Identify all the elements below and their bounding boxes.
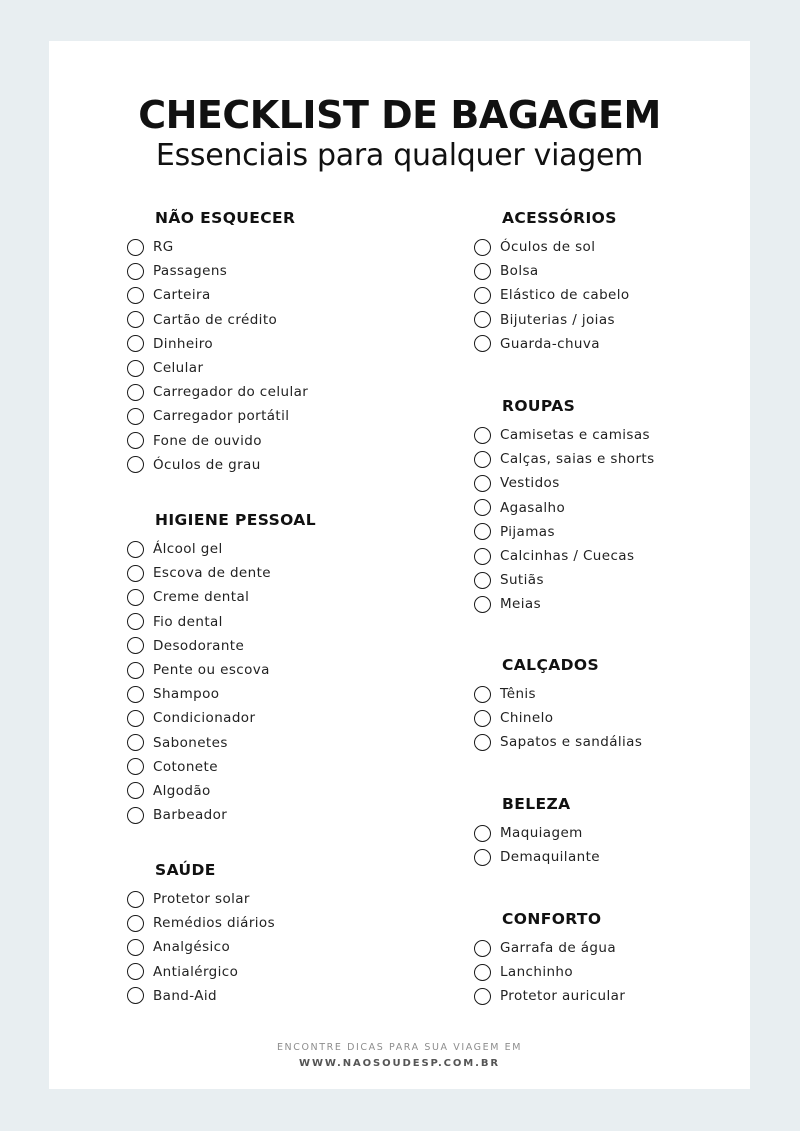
checklist-item-label: Fio dental <box>153 613 223 630</box>
checkbox-circle[interactable] <box>474 988 491 1005</box>
checklist-item[interactable] <box>474 308 734 332</box>
checklist-item[interactable] <box>474 936 734 960</box>
checklist-item-label: Calças, saias e shorts <box>500 451 655 468</box>
checklist-item[interactable] <box>127 984 387 1008</box>
checkbox-circle[interactable] <box>474 263 491 280</box>
checklist-item[interactable] <box>127 610 387 634</box>
checklist-item[interactable] <box>474 592 734 616</box>
checklist-item-label: Algodão <box>153 782 211 799</box>
checklist-item[interactable] <box>474 682 734 706</box>
checklist-item[interactable] <box>474 845 734 869</box>
checklist-item-label: Cartão de crédito <box>153 311 278 328</box>
checkbox-circle[interactable] <box>127 239 144 256</box>
checklist-item[interactable] <box>127 561 387 585</box>
checkbox-circle[interactable] <box>474 964 491 981</box>
footer-website: WWW.NAOSOUDESP.COM.BR <box>299 1058 500 1069</box>
checklist-item[interactable] <box>127 429 387 453</box>
checklist-item-label: Tênis <box>500 686 536 703</box>
checklist-item-label: Condicionador <box>153 710 256 727</box>
checklist-item[interactable] <box>474 259 734 283</box>
checklist-items <box>474 936 734 1009</box>
footer-tagline: ENCONTRE DICAS PARA SUA VIAGEM EM <box>276 1042 523 1053</box>
checkbox-circle[interactable] <box>127 263 144 280</box>
section-title: NÃO ESQUECER <box>155 209 296 227</box>
section-calcados <box>474 655 734 755</box>
checkbox-circle[interactable] <box>127 541 144 558</box>
checklist-item-label: Bolsa <box>500 263 539 280</box>
checklist-items <box>474 423 734 617</box>
checklist-item-label: Antialérgico <box>153 963 239 980</box>
checklist-item-label: Band-Aid <box>153 987 217 1004</box>
checklist-item[interactable] <box>127 404 387 428</box>
checklist-item[interactable] <box>127 682 387 706</box>
checklist-item-label: Chinelo <box>500 710 554 727</box>
checkbox-circle[interactable] <box>474 572 491 589</box>
checklist-item-label: Desodorante <box>153 637 245 654</box>
checklist-item-label: Carregador do celular <box>153 384 309 401</box>
checklist-item[interactable] <box>127 235 387 259</box>
checklist-item-label: Camisetas e camisas <box>500 427 650 444</box>
checklist-item-label: Sabonetes <box>153 734 228 751</box>
checklist-item-label: Cotonete <box>153 758 218 775</box>
checklist-item-label: Dinheiro <box>153 335 214 352</box>
checkbox-circle[interactable] <box>474 475 491 492</box>
checkbox-circle[interactable] <box>127 939 144 956</box>
checklist-item[interactable] <box>127 755 387 779</box>
checklist-item-label: Bijuterias / joias <box>500 311 615 328</box>
checkbox-circle[interactable] <box>127 686 144 703</box>
checkbox-circle[interactable] <box>127 758 144 775</box>
section-title: CALÇADOS <box>502 656 600 674</box>
checkbox-circle[interactable] <box>474 548 491 565</box>
checklist-item-label: Pijamas <box>500 523 555 540</box>
checkbox-circle[interactable] <box>474 287 491 304</box>
checkbox-circle[interactable] <box>474 427 491 444</box>
checklist-item-label: Carregador portátil <box>153 408 290 425</box>
checklist-item[interactable] <box>127 803 387 827</box>
checkbox-circle[interactable] <box>127 335 144 352</box>
checklist-item[interactable] <box>474 730 734 754</box>
checkbox-circle[interactable] <box>474 849 491 866</box>
section-nao-esquecer <box>127 208 387 477</box>
checklist-item-label: Álcool gel <box>153 541 223 558</box>
checklist-items <box>127 537 387 827</box>
checkbox-circle[interactable] <box>127 360 144 377</box>
checklist-item[interactable] <box>127 585 387 609</box>
checklist-item[interactable] <box>474 544 734 568</box>
checklist-item[interactable] <box>127 380 387 404</box>
checklist-item-label: Fone de ouvido <box>153 432 262 449</box>
checklist-item-label: Demaquilante <box>500 849 600 866</box>
checklist-items <box>474 821 734 869</box>
checklist-item-label: RG <box>153 239 174 256</box>
checklist-item[interactable] <box>127 960 387 984</box>
checklist-item-label: Shampoo <box>153 686 220 703</box>
checklist-item[interactable] <box>474 706 734 730</box>
checklist-item-label: Remédios diários <box>153 915 276 932</box>
checklist-item-label: Óculos de sol <box>500 239 596 256</box>
checklist-item[interactable] <box>127 911 387 935</box>
checkbox-circle[interactable] <box>127 710 144 727</box>
checkbox-circle[interactable] <box>127 613 144 630</box>
checklist-items <box>127 887 387 1008</box>
checklist-item[interactable] <box>127 658 387 682</box>
checkbox-circle[interactable] <box>474 825 491 842</box>
checkbox-circle[interactable] <box>474 335 491 352</box>
checklist-item-label: Pente ou escova <box>153 662 270 679</box>
checkbox-circle[interactable] <box>127 311 144 328</box>
checklist-item[interactable] <box>127 706 387 730</box>
checkbox-circle[interactable] <box>127 963 144 980</box>
checklist-item-label: Celular <box>153 360 204 377</box>
checklist-item[interactable] <box>474 423 734 447</box>
checkbox-circle[interactable] <box>127 891 144 908</box>
checklist-item[interactable] <box>474 447 734 471</box>
checklist-items <box>474 682 734 755</box>
checkbox-circle[interactable] <box>127 915 144 932</box>
checkbox-circle[interactable] <box>474 451 491 468</box>
section-title: HIGIENE PESSOAL <box>155 511 316 529</box>
checklist-item[interactable] <box>474 821 734 845</box>
section-higiene-pessoal <box>127 510 387 827</box>
checkbox-circle[interactable] <box>127 456 144 473</box>
checklist-item[interactable] <box>127 308 387 332</box>
section-beleza <box>474 794 734 869</box>
checkbox-circle[interactable] <box>474 686 491 703</box>
checklist-item[interactable] <box>474 960 734 984</box>
checkbox-circle[interactable] <box>127 589 144 606</box>
checklist-item[interactable] <box>127 332 387 356</box>
checklist-item-label: Protetor auricular <box>500 988 626 1005</box>
checklist-item[interactable] <box>474 332 734 356</box>
checklist-item[interactable] <box>127 259 387 283</box>
checklist-item-label: Elástico de cabelo <box>500 287 630 304</box>
checklist-item-label: Barbeador <box>153 807 228 824</box>
checklist-item[interactable] <box>474 283 734 307</box>
checklist-item-label: Protetor solar <box>153 891 250 908</box>
checkbox-circle[interactable] <box>127 637 144 654</box>
checklist-item-label: Maquiagem <box>500 825 583 842</box>
checklist-item[interactable] <box>127 453 387 477</box>
page-subtitle: Essenciais para qualquer viagem <box>155 138 644 173</box>
checklist-item-label: Óculos de grau <box>153 456 261 473</box>
checkbox-circle[interactable] <box>474 499 491 516</box>
checklist-page <box>49 41 750 1089</box>
section-title: SAÚDE <box>155 861 216 879</box>
checkbox-circle[interactable] <box>474 710 491 727</box>
checklist-item[interactable] <box>127 935 387 959</box>
checklist-item[interactable] <box>127 537 387 561</box>
checklist-items <box>474 235 734 356</box>
checklist-item-label: Passagens <box>153 263 228 280</box>
checklist-item-label: Guarda-chuva <box>500 335 600 352</box>
checkbox-circle[interactable] <box>474 734 491 751</box>
checklist-item-label: Lanchinho <box>500 964 574 981</box>
checklist-item[interactable] <box>474 471 734 495</box>
checkbox-circle[interactable] <box>474 239 491 256</box>
checklist-item[interactable] <box>474 496 734 520</box>
page-title: CHECKLIST DE BAGAGEM <box>138 93 661 137</box>
checklist-item-label: Meias <box>500 596 542 613</box>
section-conforto <box>474 909 734 1009</box>
checklist-item-label: Analgésico <box>153 939 231 956</box>
checkbox-circle[interactable] <box>127 807 144 824</box>
checklist-item-label: Sutiãs <box>500 572 544 589</box>
checkbox-circle[interactable] <box>127 987 144 1004</box>
checkbox-circle[interactable] <box>127 662 144 679</box>
section-roupas <box>474 396 734 617</box>
checkbox-circle[interactable] <box>127 734 144 751</box>
checkbox-circle[interactable] <box>127 565 144 582</box>
section-title: BELEZA <box>502 795 571 813</box>
checkbox-circle[interactable] <box>474 940 491 957</box>
checkbox-circle[interactable] <box>127 432 144 449</box>
checklist-item-label: Agasalho <box>500 499 566 516</box>
checkbox-circle[interactable] <box>474 596 491 613</box>
checklist-item[interactable] <box>127 356 387 380</box>
checklist-item-label: Garrafa de água <box>500 940 617 957</box>
section-title: ACESSÓRIOS <box>502 209 617 227</box>
checklist-item[interactable] <box>474 520 734 544</box>
checklist-item[interactable] <box>474 984 734 1008</box>
section-title: CONFORTO <box>502 910 602 928</box>
checklist-item[interactable] <box>474 568 734 592</box>
checklist-item[interactable] <box>127 634 387 658</box>
checklist-item-label: Calcinhas / Cuecas <box>500 548 635 565</box>
checklist-item[interactable] <box>127 779 387 803</box>
checkbox-circle[interactable] <box>127 408 144 425</box>
checkbox-circle[interactable] <box>127 287 144 304</box>
checklist-item-label: Escova de dente <box>153 565 271 582</box>
checkbox-circle[interactable] <box>474 523 491 540</box>
checklist-item[interactable] <box>127 887 387 911</box>
section-title: ROUPAS <box>502 397 576 415</box>
checklist-item-label: Sapatos e sandálias <box>500 734 643 751</box>
checklist-item-label: Creme dental <box>153 589 250 606</box>
checkbox-circle[interactable] <box>127 384 144 401</box>
checklist-item[interactable] <box>127 731 387 755</box>
checklist-item-label: Vestidos <box>500 475 560 492</box>
checklist-item[interactable] <box>474 235 734 259</box>
checklist-items <box>127 235 387 477</box>
checklist-item-label: Carteira <box>153 287 211 304</box>
section-acessorios <box>474 208 734 356</box>
checklist-item[interactable] <box>127 283 387 307</box>
section-saude <box>127 860 387 1008</box>
checkbox-circle[interactable] <box>474 311 491 328</box>
checkbox-circle[interactable] <box>127 782 144 799</box>
